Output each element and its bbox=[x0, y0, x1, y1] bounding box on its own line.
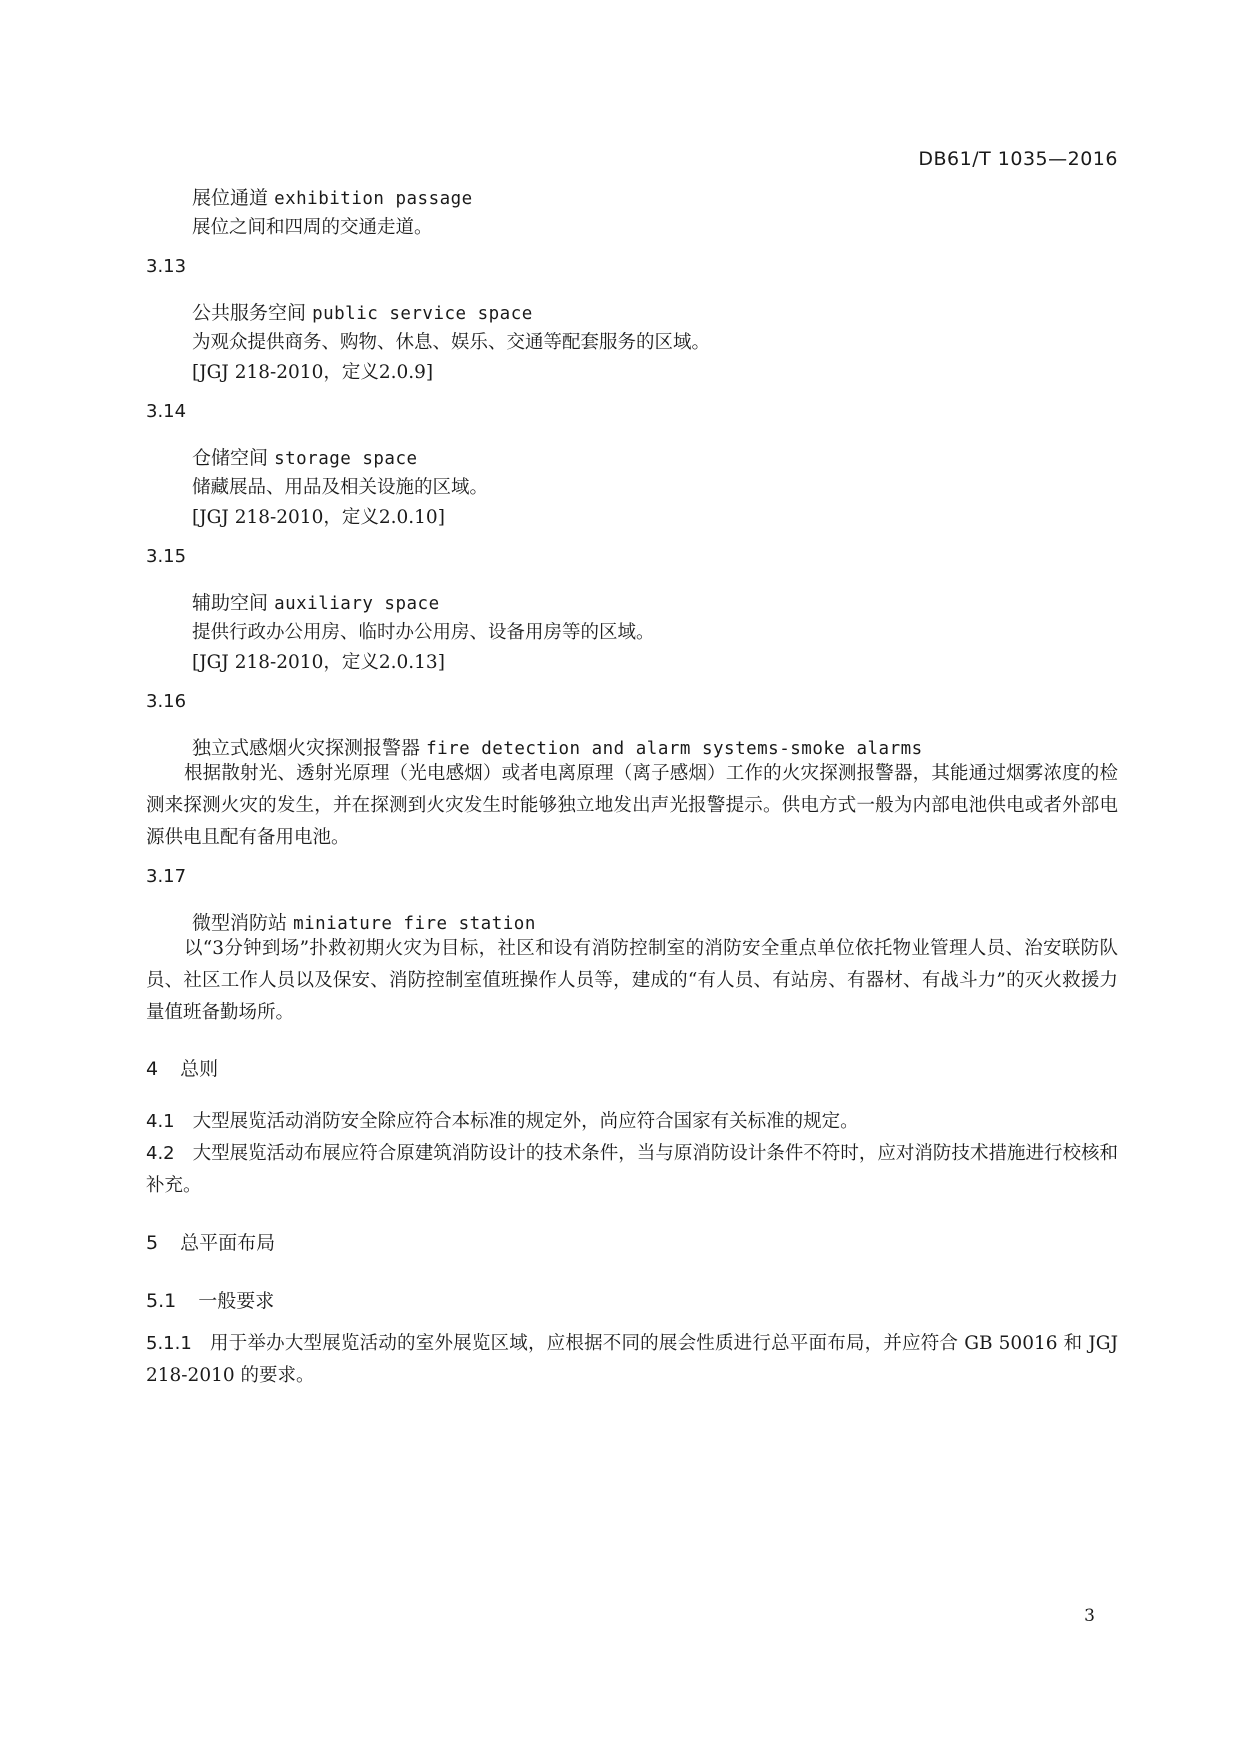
subsection-heading bbox=[146, 1286, 274, 1313]
clause-number: 4.1 bbox=[146, 1111, 175, 1132]
term-zh: 独立式感烟火灾探测报警器 bbox=[192, 737, 421, 759]
entry-number: 3.13 bbox=[146, 256, 187, 277]
page-number: 3 bbox=[1084, 1606, 1095, 1626]
section-number: 4 bbox=[146, 1058, 159, 1080]
section-title: 总平面布局 bbox=[180, 1232, 276, 1254]
entry-number: 3.14 bbox=[146, 401, 187, 422]
term-definition: 展位之间和四周的交通走道。 bbox=[192, 217, 433, 238]
term-source: [JGJ 218-2010，定义2.0.10] bbox=[192, 507, 445, 528]
term-heading bbox=[192, 443, 418, 470]
doc-header-id: DB61/T 1035—2016 bbox=[918, 148, 1118, 170]
term-en: fire detection and alarm systems-smoke alarms bbox=[426, 739, 923, 759]
section-number: 5 bbox=[146, 1232, 159, 1254]
entry-number: 3.16 bbox=[146, 691, 187, 712]
term-zh: 仓储空间 bbox=[192, 447, 269, 469]
term-definition: 提供行政办公用房、临时办公用房、设备用房等的区域。 bbox=[192, 622, 655, 643]
subsection-title: 一般要求 bbox=[198, 1290, 275, 1312]
term-heading bbox=[192, 733, 923, 760]
section-heading bbox=[146, 1228, 275, 1255]
term-zh: 展位通道 bbox=[192, 187, 269, 209]
term-en: auxiliary space bbox=[274, 594, 440, 614]
clause-number: 4.2 bbox=[146, 1143, 175, 1164]
term-source: [JGJ 218-2010，定义2.0.13] bbox=[192, 652, 445, 673]
term-en: public service space bbox=[312, 304, 533, 324]
section-title: 总则 bbox=[180, 1058, 219, 1080]
clause bbox=[146, 1328, 1118, 1392]
term-definition: 以“3分钟到场”扑救初期火灾为目标，社区和设有消防控制室的消防安全重点单位依托物业管理人员、治安联防队员、社区工作人员以及保安、消防控制室值班操作人员等，建成的“有人员、有站房、有器材、有战斗力”的灭火救援力量值班备勤场所。 bbox=[146, 938, 1118, 1023]
term-zh: 辅助空间 bbox=[192, 592, 269, 614]
entry-number: 3.17 bbox=[146, 866, 187, 887]
term-zh: 微型消防站 bbox=[192, 912, 288, 934]
term-heading bbox=[192, 298, 533, 325]
clause-text: 大型展览活动布展应符合原建筑消防设计的技术条件，当与原消防设计条件不符时，应对消防技术措施进行校核和补充。 bbox=[146, 1143, 1118, 1196]
clause-number: 5.1.1 bbox=[146, 1333, 192, 1354]
subsection-number: 5.1 bbox=[146, 1290, 177, 1312]
term-en: storage space bbox=[274, 449, 418, 469]
term-heading bbox=[192, 588, 440, 615]
entry-number: 3.15 bbox=[146, 546, 187, 567]
term-source: [JGJ 218-2010，定义2.0.9] bbox=[192, 362, 434, 383]
term-en: exhibition passage bbox=[274, 189, 473, 209]
term-heading bbox=[192, 183, 473, 210]
clause-text: 大型展览活动消防安全除应符合本标准的规定外，尚应符合国家有关标准的规定。 bbox=[192, 1111, 859, 1132]
term-definition: 储藏展品、用品及相关设施的区域。 bbox=[192, 477, 489, 498]
clause bbox=[146, 1138, 1118, 1202]
section-heading bbox=[146, 1054, 218, 1081]
clause bbox=[146, 1106, 1118, 1138]
term-zh: 公共服务空间 bbox=[192, 302, 307, 324]
term-definition: 根据散射光、透射光原理（光电感烟）或者电离原理（离子感烟）工作的火灾探测报警器，其能通过烟雾浓度的检测来探测火灾的发生，并在探测到火灾发生时能够独立地发出声光报警提示。供电方式一般为内部电池供电或者外部电源供电且配有备用电池。 bbox=[146, 763, 1118, 848]
term-heading bbox=[192, 908, 536, 935]
term-en: miniature fire station bbox=[293, 914, 536, 934]
clause-text: 用于举办大型展览活动的室外展览区域，应根据不同的展会性质进行总平面布局，并应符合 GB 50016 和 JGJ 218-2010 的要求。 bbox=[146, 1333, 1118, 1386]
term-definition: 为观众提供商务、购物、休息、娱乐、交通等配套服务的区域。 bbox=[192, 332, 711, 353]
